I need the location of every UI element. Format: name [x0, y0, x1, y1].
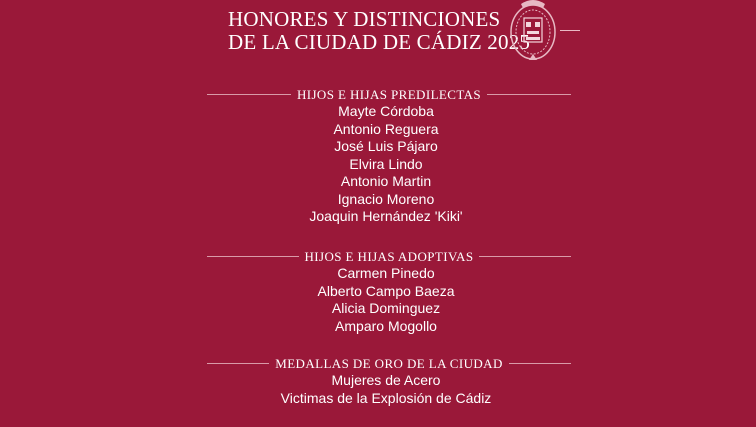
honoree-name: Antonio Reguera: [333, 120, 439, 137]
divider-line: [479, 256, 571, 257]
honoree-name: José Luis Pájaro: [334, 138, 438, 154]
honoree-name: Mujeres de Acero: [331, 372, 441, 388]
divider-line: [487, 94, 571, 95]
honoree-name: Ignacio Moreno: [337, 190, 435, 207]
section-heading: MEDALLAS DE ORO DE LA CIUDAD: [275, 355, 503, 371]
section-heading: HIJOS E HIJAS ADOPTIVAS: [304, 248, 474, 264]
page-title: [228, 8, 530, 54]
honoree-name: Antonio Martin: [340, 173, 432, 189]
crest-divider: [560, 30, 580, 31]
section-medallas: [215, 355, 571, 407]
honoree-name: Carmen Pinedo: [337, 265, 435, 281]
title-line-2: DE LA CIUDAD DE CÁDIZ 2025: [228, 30, 531, 54]
honoree-name: Victimas de la Explosión de Cádiz: [280, 389, 492, 406]
title-line-1: HONORES Y DISTINCIONES: [228, 7, 501, 31]
honoree-name: Mayte Córdoba: [338, 103, 434, 119]
honoree-name: Alicia Dominguez: [331, 300, 441, 316]
divider-line: [509, 363, 571, 364]
section-heading: HIJOS E HIJAS PREDILECTAS: [296, 86, 482, 102]
section-adoptivas: [215, 248, 571, 335]
honoree-name: Elvira Lindo: [349, 155, 423, 172]
section-predilectas: [215, 86, 571, 226]
honoree-name: Amparo Mogollo: [335, 317, 437, 334]
divider-line: [207, 94, 291, 95]
divider-line: [207, 363, 269, 364]
honoree-name: Alberto Campo Baeza: [317, 282, 455, 299]
divider-line: [207, 256, 299, 257]
city-coat-of-arms-icon: [503, 0, 563, 64]
honoree-name: Joaquin Hernández 'Kiki': [309, 208, 463, 224]
